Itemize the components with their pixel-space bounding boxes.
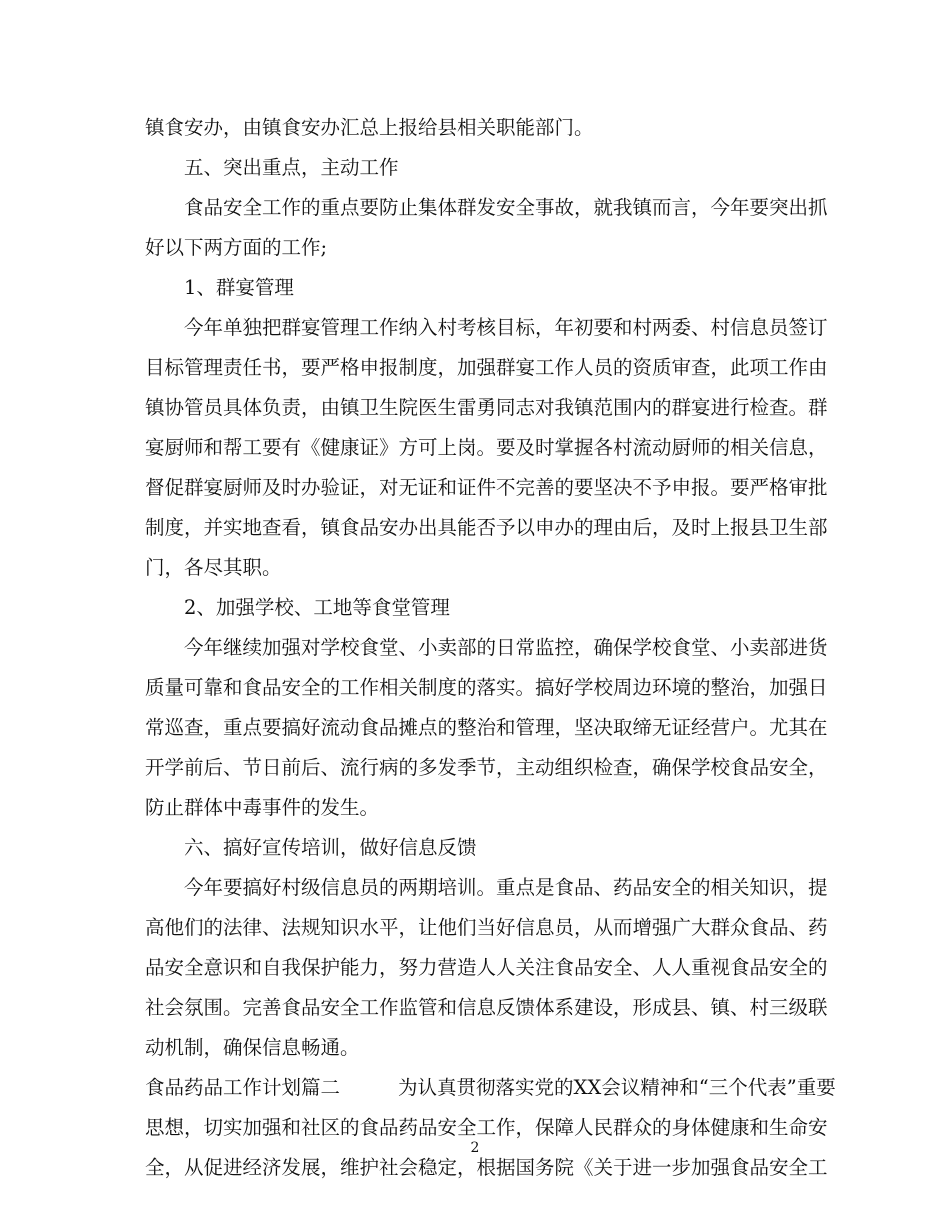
text-line: 质量可靠和食品安全的工作相关制度的落实。搞好学校周边环境的整治，加强日 [145,676,828,699]
text-line: 镇协管员具体负责，由镇卫生院医生雷勇同志对我镇范围内的群宴进行检查。群 [145,396,828,419]
text-line: 镇食安办，由镇食安办汇总上报给县相关职能部门。 [145,116,594,139]
text-line: 食品安全工作的重点要防止集体群发安全事故，就我镇而言，今年要突出抓 [184,196,828,219]
text-line: 好以下两方面的工作; [145,236,328,259]
text-line: 制度，并实地查看，镇食品安办出具能否予以申办的理由后，及时上报县卫生部 [145,516,828,539]
text-line: 今年继续加强对学校食堂、小卖部的日常监控，确保学校食堂、小卖部进货 [184,636,828,659]
section-heading: 五、突出重点，主动工作 [184,156,399,179]
text-line: 开学前后、节日前后、流行病的多发季节，主动组织检查，确保学校食品安全， [145,756,828,779]
text-line: 督促群宴厨师及时办验证，对无证和证件不完善的要坚决不予申报。要严格审批 [145,476,828,499]
text-line: 品安全意识和自我保护能力，努力营造人人关注食品安全、人人重视食品安全的 [145,956,828,979]
article-title: 食品药品工作计划篇二 [145,1076,341,1099]
text-line: 防止群体中毒事件的发生。 [145,796,380,819]
subsection-heading: 1、群宴管理 [184,276,294,299]
text-line: 常巡查，重点要搞好流动食品摊点的整治和管理，坚决取缔无证经营户。尤其在 [145,716,828,739]
text-line: 高他们的法律、法规知识水平，让他们当好信息员，从而增强广大群众食品、药 [145,916,828,939]
text-line: 宴厨师和帮工要有《健康证》方可上岗。要及时掌握各村流动厨师的相关信息， [145,436,828,459]
text-line: 全，从促进经济发展，维护社会稳定，根据国务院《关于进一步加强食品安全工 [145,1156,828,1179]
text-line: 思想，切实加强和社区的食品药品安全工作，保障人民群众的身体健康和生命安 [145,1116,828,1139]
text-line: 今年要搞好村级信息员的两期培训。重点是食品、药品安全的相关知识，提 [184,876,828,899]
text-line: 动机制，确保信息畅通。 [145,1036,360,1059]
subsection-heading: 2、加强学校、工地等食堂管理 [184,596,450,619]
article-title-line [145,1068,836,1108]
page-number: 2 [470,1140,480,1156]
text-line: 今年单独把群宴管理工作纳入村考核目标，年初要和村两委、村信息员签订 [184,316,828,339]
text-line: 社会氛围。完善食品安全工作监管和信息反馈体系建设，形成县、镇、村三级联 [145,996,828,1019]
text-line: 门，各尽其职。 [145,556,282,579]
article-intro: 为认真贯彻落实党的XX会议精神和“三个代表”重要 [398,1076,836,1099]
document-body [145,108,836,1188]
section-heading: 六、搞好宣传培训，做好信息反馈 [184,836,477,859]
text-line: 目标管理责任书，要严格申报制度，加强群宴工作人员的资质审查，此项工作由 [145,356,828,379]
